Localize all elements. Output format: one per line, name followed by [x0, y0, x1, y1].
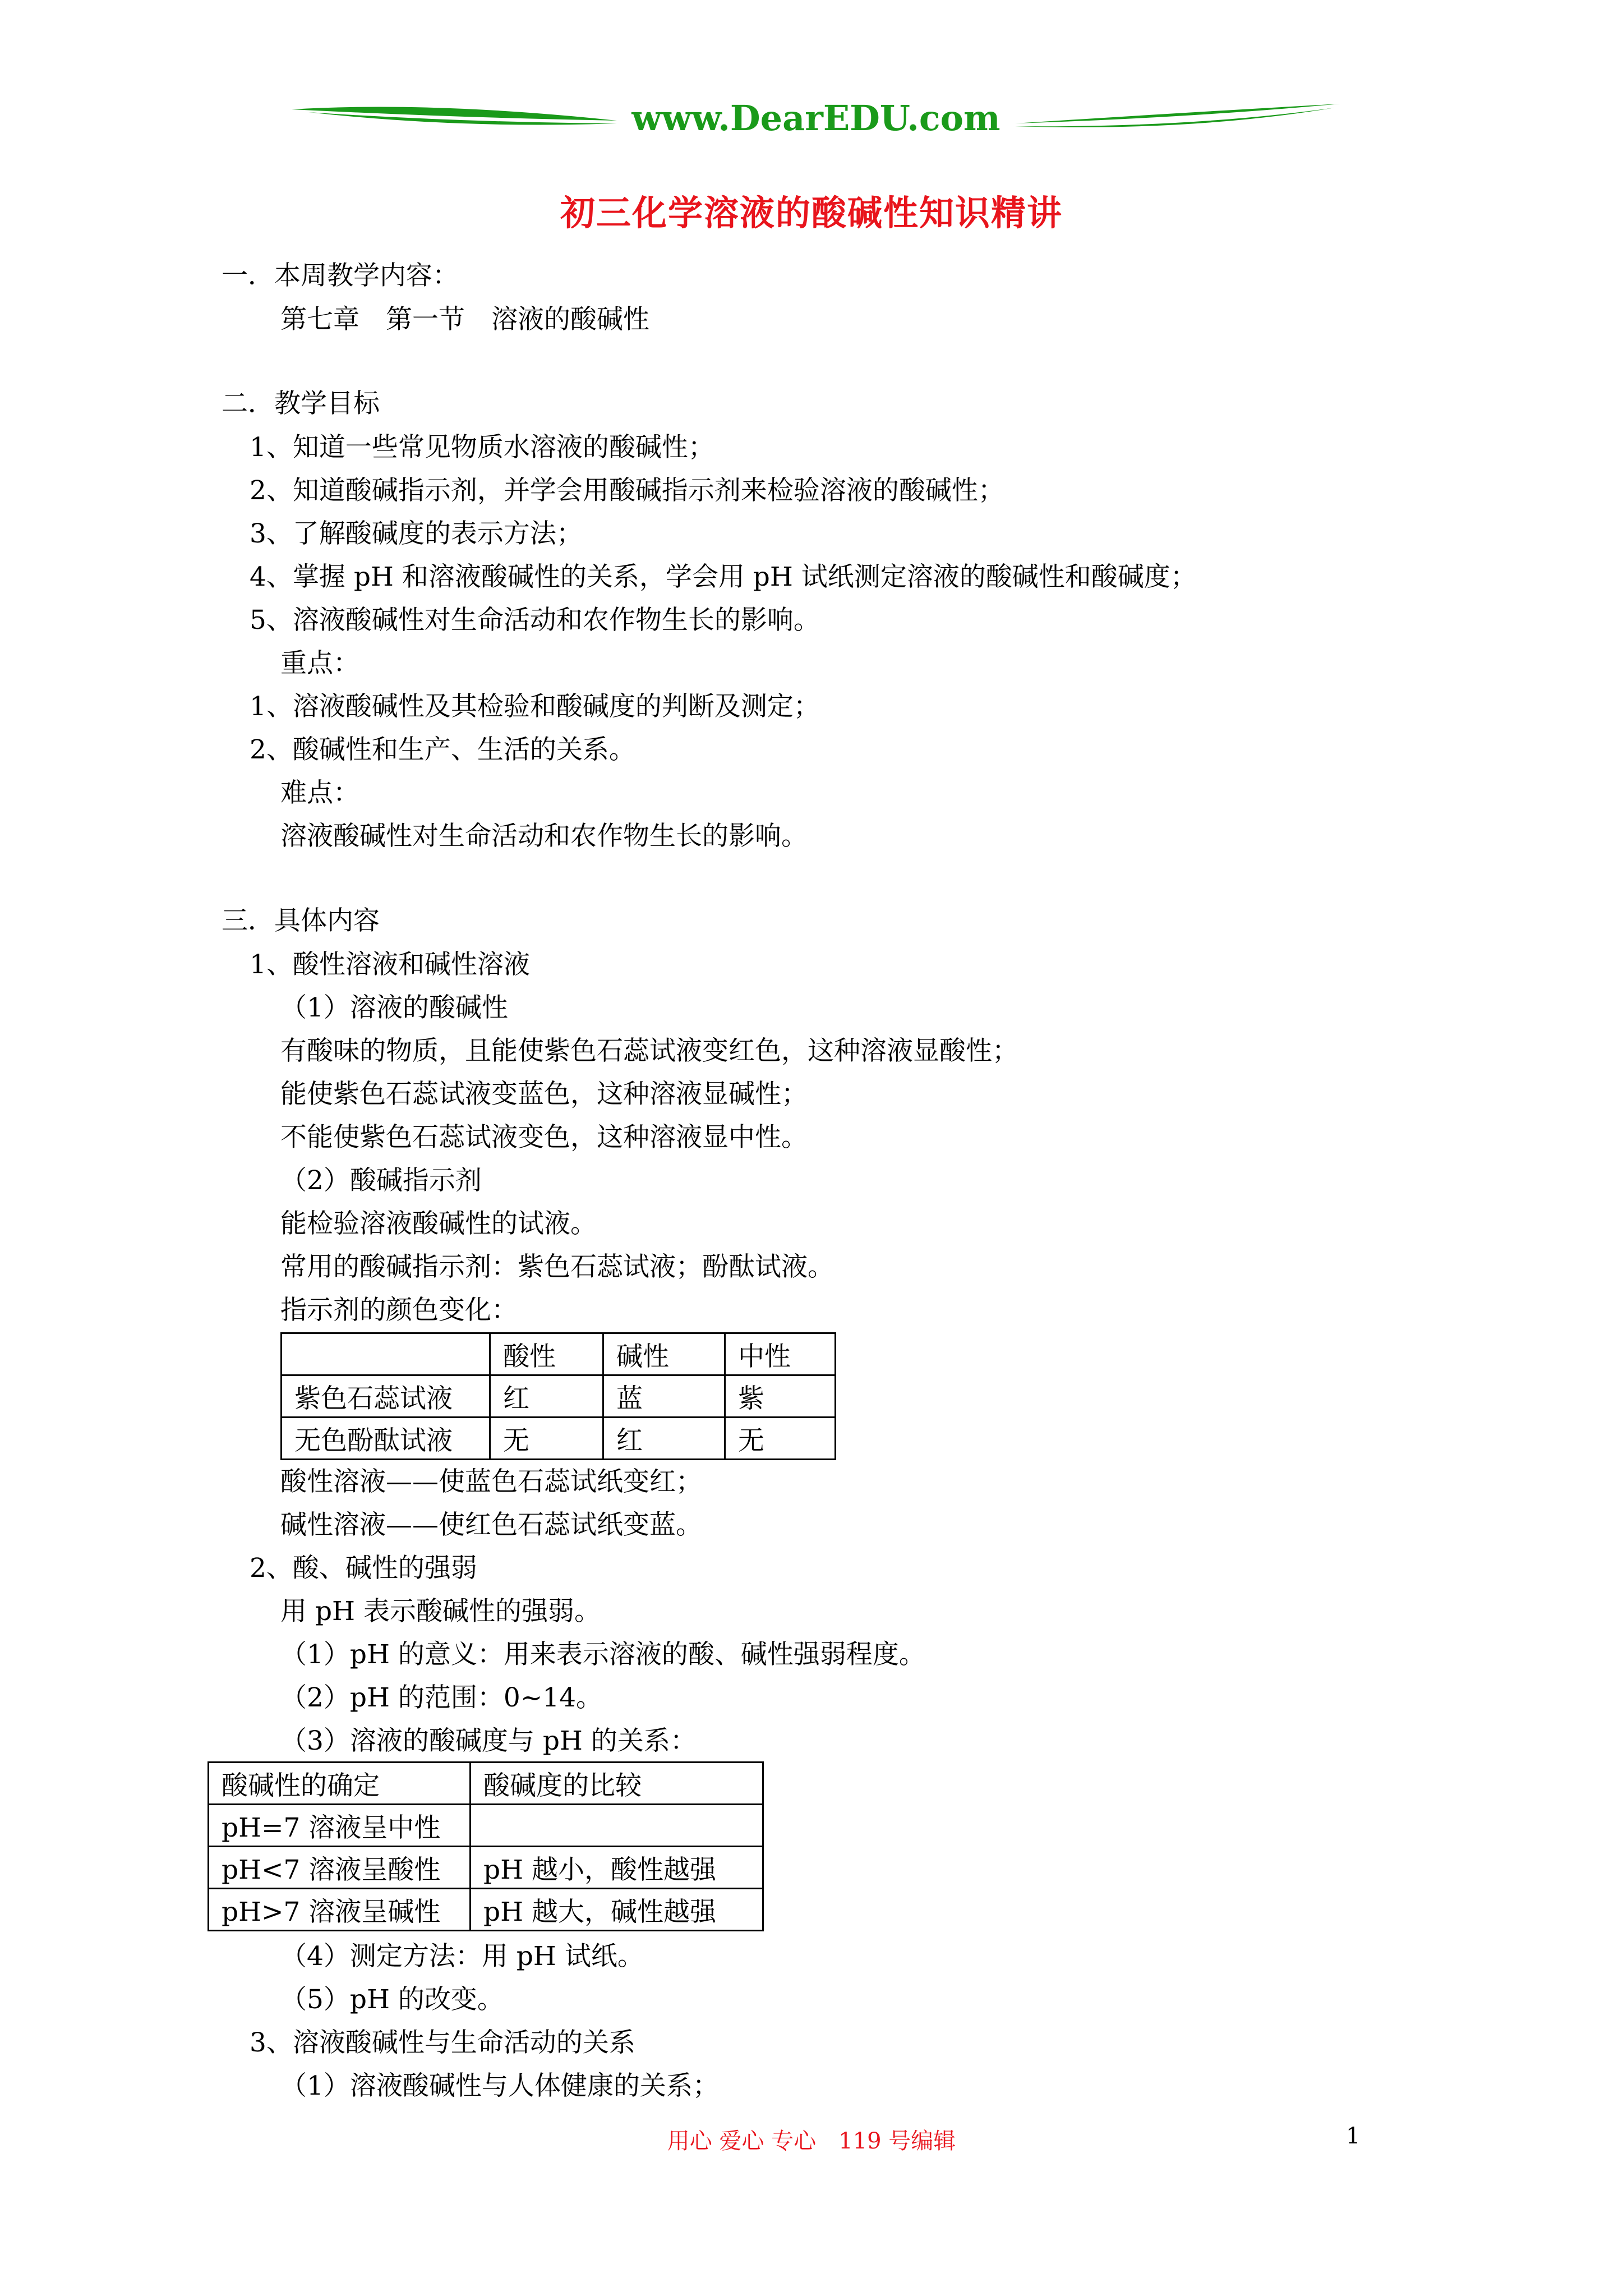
section-heading: 一．本周教学内容： — [222, 260, 459, 291]
table-cell — [282, 1333, 490, 1375]
text-line: 指示剂的颜色变化： — [280, 1295, 518, 1326]
section-heading: 三．具体内容 — [222, 905, 380, 936]
table-cell: pH 越大，碱性越强 — [471, 1889, 763, 1931]
text-line: 第七章 第一节 溶液的酸碱性 — [280, 304, 649, 335]
document-title: 初三化学溶液的酸碱性知识精讲 — [560, 192, 1063, 233]
table-cell: 无色酚酞试液 — [282, 1418, 490, 1460]
table-cell: 紫 — [725, 1375, 836, 1418]
list-item: 1、溶液酸碱性及其检验和酸碱度的判断及测定； — [250, 691, 820, 722]
text-line: 不能使紫色石蕊试液变色，这种溶液显中性。 — [280, 1122, 808, 1153]
subheading: （5）pH 的改变。 — [280, 1984, 504, 2015]
subheading: （4）测定方法：用 pH 试纸。 — [280, 1941, 644, 1972]
list-item: 3、了解酸碱度的表示方法； — [250, 518, 583, 549]
subheading: （3）溶液的酸碱度与 pH 的关系： — [280, 1726, 697, 1756]
text-line: 能检验溶液酸碱性的试液。 — [280, 1208, 597, 1239]
text-line: 常用的酸碱指示剂：紫色石蕊试液；酚酞试液。 — [280, 1251, 834, 1282]
table-row — [209, 1847, 763, 1889]
list-item: 4、掌握 pH 和溶液酸碱性的关系，学会用 pH 试纸测定溶液的酸碱性和酸碱度； — [250, 562, 1197, 592]
list-item: 3、溶液酸碱性与生命活动的关系 — [250, 2027, 635, 2058]
page-number: 1 — [1346, 2123, 1361, 2149]
table-row — [209, 1889, 763, 1931]
table-header-row — [282, 1333, 836, 1375]
subheading: （1）溶液酸碱性与人体健康的关系； — [280, 2070, 719, 2101]
text-line: 溶液酸碱性对生命活动和农作物生长的影响。 — [280, 821, 808, 852]
table-cell: 中性 — [725, 1333, 836, 1375]
list-item: 1、知道一些常见物质水溶液的酸碱性； — [250, 432, 714, 463]
table-row — [209, 1805, 763, 1847]
table-cell: 酸碱度的比较 — [471, 1763, 763, 1805]
table-cell: pH>7 溶液呈碱性 — [209, 1889, 471, 1931]
list-item: 2、酸碱性和生产、生活的关系。 — [250, 734, 635, 765]
table-cell: 红 — [490, 1375, 603, 1418]
subheading: 难点： — [280, 777, 359, 808]
table-cell: 无 — [725, 1418, 836, 1460]
text-line: 酸性溶液——使蓝色石蕊试纸变红； — [280, 1466, 702, 1497]
page-footer: 用心 爱心 专心 119 号编辑 — [667, 2128, 956, 2154]
right-swoosh-lower-icon — [1015, 108, 1335, 127]
list-item: 2、酸、碱性的强弱 — [250, 1553, 477, 1584]
subheading: （1）pH 的意义：用来表示溶液的酸、碱性强弱程度。 — [280, 1639, 925, 1670]
list-item: 5、溶液酸碱性对生命活动和农作物生长的影响。 — [250, 605, 820, 636]
left-swoosh-icon — [292, 107, 617, 121]
subheading: （1）溶液的酸碱性 — [280, 992, 508, 1023]
section-heading: 二．教学目标 — [222, 388, 380, 419]
table-cell: 酸碱性的确定 — [209, 1763, 471, 1805]
text-line: 用 pH 表示酸碱性的强弱。 — [280, 1596, 601, 1627]
table-row — [282, 1375, 836, 1418]
table-row — [282, 1418, 836, 1460]
list-item: 2、知道酸碱指示剂，并学会用酸碱指示剂来检验溶液的酸碱性； — [250, 475, 1004, 506]
text-line: 碱性溶液——使红色石蕊试纸变蓝。 — [280, 1510, 702, 1540]
table-cell: 酸性 — [490, 1333, 603, 1375]
table-cell: 碱性 — [603, 1333, 725, 1375]
table-cell: 红 — [603, 1418, 725, 1460]
subheading: （2）pH 的范围：0~14。 — [280, 1682, 603, 1713]
table-cell: pH<7 溶液呈酸性 — [209, 1847, 471, 1889]
table-cell: 无 — [490, 1418, 603, 1460]
text-line: 能使紫色石蕊试液变蓝色，这种溶液显碱性； — [280, 1079, 808, 1110]
subheading: 重点： — [280, 648, 359, 679]
table-header-row — [209, 1763, 763, 1805]
site-logo-text: www.DearEDU.com — [631, 98, 1000, 139]
table-cell: pH 越小，酸性越强 — [471, 1847, 763, 1889]
indicator-color-table — [280, 1332, 836, 1460]
table-cell: 蓝 — [603, 1375, 725, 1418]
header-logo — [292, 95, 1340, 157]
subheading: （2）酸碱指示剂 — [280, 1165, 482, 1196]
table-cell — [471, 1805, 763, 1847]
list-item: 1、酸性溶液和碱性溶液 — [250, 949, 530, 980]
table-cell: 紫色石蕊试液 — [282, 1375, 490, 1418]
ph-relation-table — [208, 1761, 764, 1931]
table-cell: pH=7 溶液呈中性 — [209, 1805, 471, 1847]
text-line: 有酸味的物质，且能使紫色石蕊试液变红色，这种溶液显酸性； — [280, 1036, 1018, 1066]
